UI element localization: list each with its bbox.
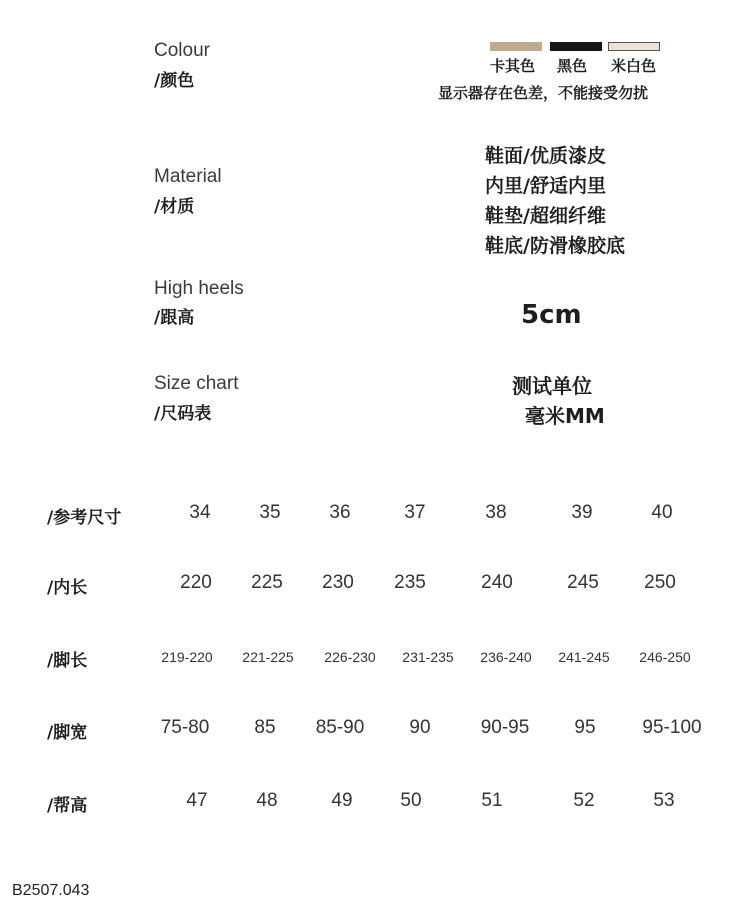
table-cell: 241-245 [558, 649, 610, 665]
table-cell: 235 [394, 572, 426, 593]
table-cell: 250 [644, 572, 676, 593]
table-cell: 85 [254, 717, 276, 738]
table-cell: 231-235 [402, 649, 454, 665]
table-cell: 240 [481, 572, 513, 593]
table-cell: 219-220 [161, 649, 213, 665]
colour-label-cn: /颜色 [154, 71, 195, 91]
colour-label-en: Colour [154, 40, 210, 61]
table-cell: 53 [653, 790, 675, 811]
swatch-black [550, 42, 602, 51]
heels-label-cn: /跟高 [154, 308, 195, 328]
table-cell: 49 [331, 790, 353, 811]
table-cell: 50 [400, 790, 422, 811]
swatch-label-black: 黑色 [557, 57, 588, 75]
table-cell: 90-95 [480, 717, 530, 738]
table-cell: 95-100 [642, 717, 702, 738]
table-cell: 85-90 [315, 717, 365, 738]
table-cell: 245 [567, 572, 599, 593]
colour-note: 显示器存在色差，不能接受勿扰 [438, 84, 649, 102]
table-cell: 230 [322, 572, 354, 593]
material-label-en: Material [154, 166, 222, 187]
material-lining: 内里/舒适内里 [485, 175, 606, 197]
material-label-cn: /材质 [154, 197, 195, 217]
swatch-khaki [490, 42, 542, 51]
table-row-label: /脚长 [47, 651, 88, 671]
table-cell: 95 [574, 717, 596, 738]
table-cell: 51 [481, 790, 503, 811]
table-cell: 36 [329, 502, 351, 523]
swatch-label-khaki: 卡其色 [490, 57, 536, 75]
table-cell: 39 [571, 502, 593, 523]
table-row-label: /帮高 [47, 796, 88, 816]
material-sole: 鞋底/防滑橡胶底 [485, 235, 625, 257]
table-cell: 226-230 [324, 649, 376, 665]
swatch-offwhite [608, 42, 660, 51]
table-row-label: /参考尺寸 [47, 508, 122, 528]
table-cell: 52 [573, 790, 595, 811]
heel-height-value: 5cm [521, 300, 582, 330]
table-cell: 220 [180, 572, 212, 593]
table-row-label: /内长 [47, 578, 88, 598]
table-cell: 225 [251, 572, 283, 593]
table-cell: 35 [259, 502, 281, 523]
material-insole: 鞋垫/超细纤维 [485, 205, 606, 227]
sizechart-label-cn: /尺码表 [154, 404, 212, 424]
table-cell: 48 [256, 790, 278, 811]
table-row-label: /脚宽 [47, 723, 88, 743]
swatch-label-offwhite: 米白色 [611, 57, 657, 75]
unit-line2: 毫米MM [525, 404, 605, 428]
table-cell: 47 [186, 790, 208, 811]
table-cell: 246-250 [639, 649, 691, 665]
unit-line1: 测试单位 [512, 374, 592, 398]
sizechart-label-en: Size chart [154, 373, 239, 394]
table-cell: 75-80 [160, 717, 210, 738]
table-cell: 221-225 [242, 649, 294, 665]
product-code: B2507.043 [12, 882, 90, 899]
table-cell: 90 [409, 717, 431, 738]
table-cell: 34 [189, 502, 211, 523]
material-upper: 鞋面/优质漆皮 [485, 145, 606, 167]
table-cell: 37 [404, 502, 426, 523]
table-cell: 40 [651, 502, 673, 523]
table-cell: 38 [485, 502, 507, 523]
heels-label-en: High heels [154, 278, 244, 299]
table-cell: 236-240 [480, 649, 532, 665]
